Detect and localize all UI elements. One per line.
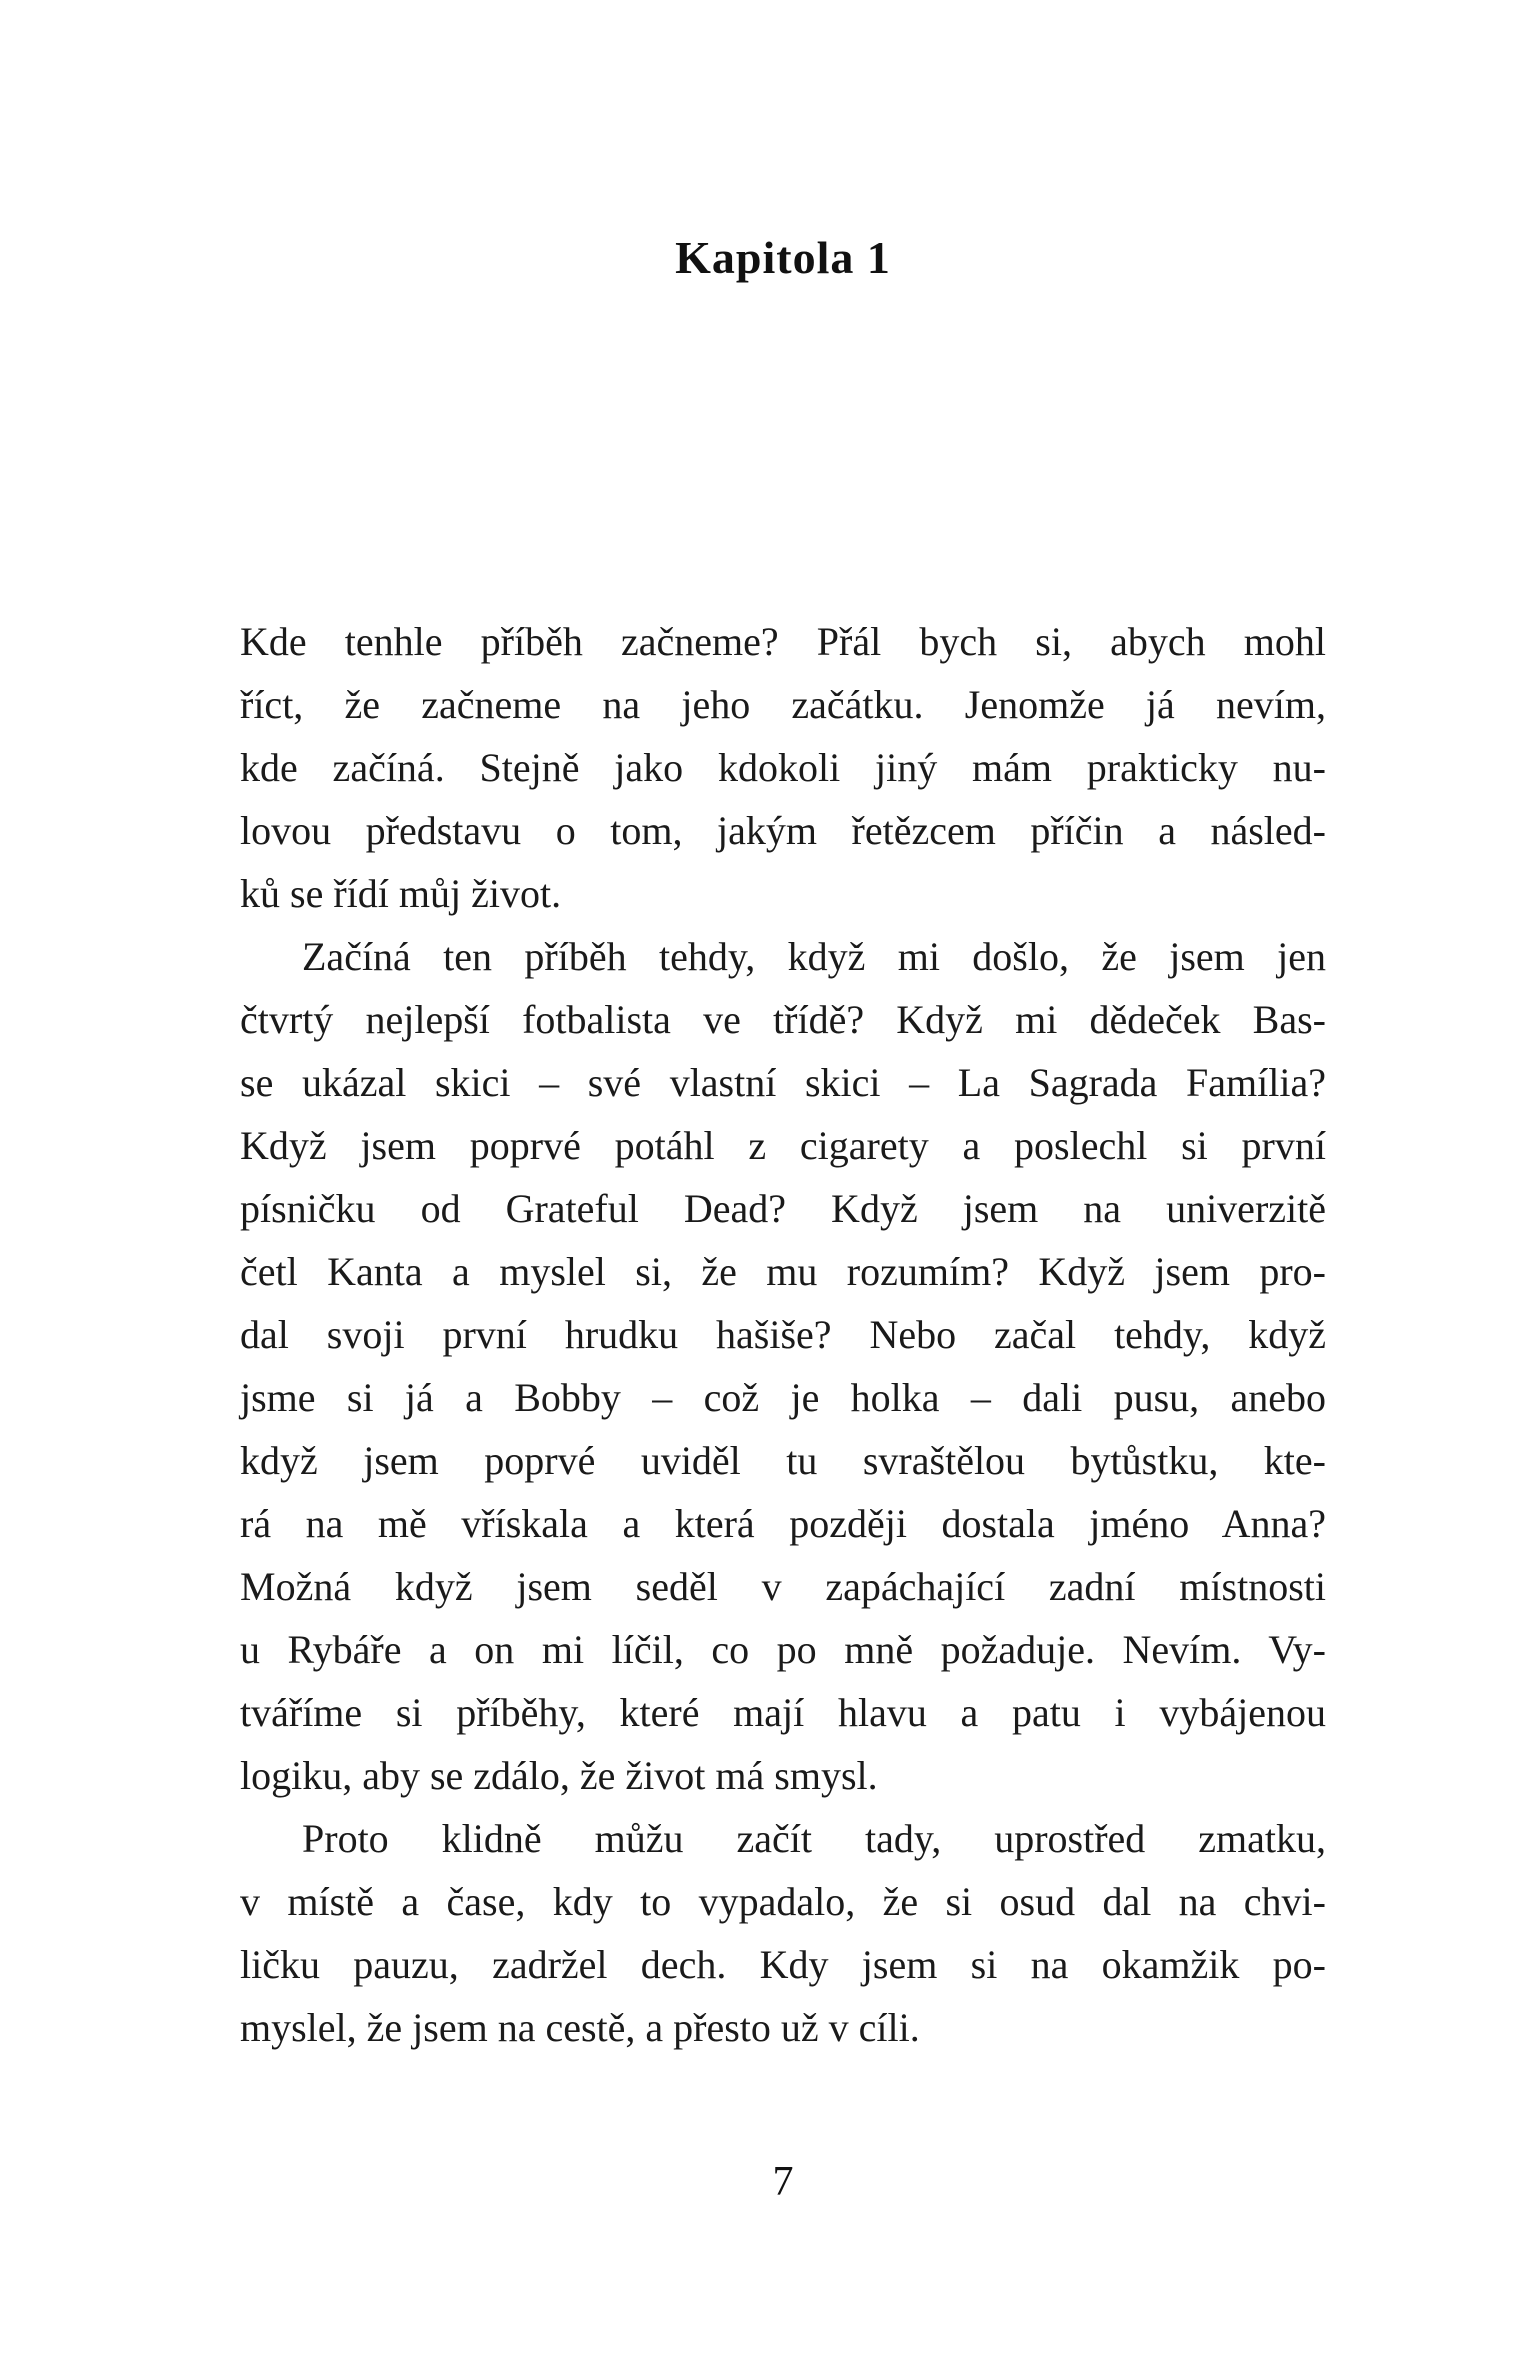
text-line: u Rybáře a on mi líčil, co po mně požaduje. Nevím. Vy-: [240, 1627, 1326, 1672]
paragraph: [240, 610, 1326, 925]
text-line: četl Kanta a myslel si, že mu rozumím? Když jsem pro-: [240, 1249, 1326, 1294]
page-number: 7: [772, 2159, 794, 2205]
text-line: písničku od Grateful Dead? Když jsem na univerzitě: [240, 1186, 1326, 1231]
text-line: když jsem poprvé uviděl tu svraštělou bytůstku, kte-: [240, 1438, 1326, 1483]
text-line: rá na mě vřískala a která později dostala jméno Anna?: [240, 1501, 1326, 1546]
text-line: říct, že začneme na jeho začátku. Jenomže já nevím,: [240, 682, 1326, 727]
text-line: lovou představu o tom, jakým řetězcem příčin a násled-: [240, 808, 1326, 853]
text-line: ků se řídí můj život.: [240, 871, 562, 916]
text-line: kde začíná. Stejně jako kdokoli jiný mám prakticky nu-: [240, 745, 1326, 790]
text-line: Kde tenhle příběh začneme? Přál bych si, abych mohl: [240, 619, 1326, 664]
text-line: tváříme si příběhy, které mají hlavu a patu i vybájenou: [240, 1690, 1326, 1735]
text-line: Začíná ten příběh tehdy, když mi došlo, že jsem jen: [302, 934, 1326, 979]
text-line: čtvrtý nejlepší fotbalista ve třídě? Když mi dědeček Bas-: [240, 997, 1326, 1042]
text-line: Možná když jsem seděl v zapáchající zadní místnosti: [240, 1564, 1326, 1609]
paragraph: [240, 1807, 1326, 2059]
text-line: se ukázal skici – své vlastní skici – La Sagrada Família?: [240, 1060, 1326, 1105]
paragraph: [240, 925, 1326, 1807]
text-line: dal svoji první hrudku hašiše? Nebo začal tehdy, když: [240, 1312, 1326, 1357]
chapter-heading: Kapitola 1: [675, 232, 891, 283]
text-line: Když jsem poprvé potáhl z cigarety a poslechl si první: [240, 1123, 1326, 1168]
text-block: [240, 610, 1326, 2059]
text-line: ličku pauzu, zadržel dech. Kdy jsem si na okamžik po-: [240, 1942, 1326, 1987]
text-line: v místě a čase, kdy to vypadalo, že si osud dal na chvi-: [240, 1879, 1326, 1924]
text-line: myslel, že jsem na cestě, a přesto už v cíli.: [240, 2005, 920, 2050]
text-line: logiku, aby se zdálo, že život má smysl.: [240, 1753, 878, 1798]
text-line: jsme si já a Bobby – což je holka – dali pusu, anebo: [240, 1375, 1326, 1420]
text-line: Proto klidně můžu začít tady, uprostřed zmatku,: [302, 1816, 1326, 1861]
